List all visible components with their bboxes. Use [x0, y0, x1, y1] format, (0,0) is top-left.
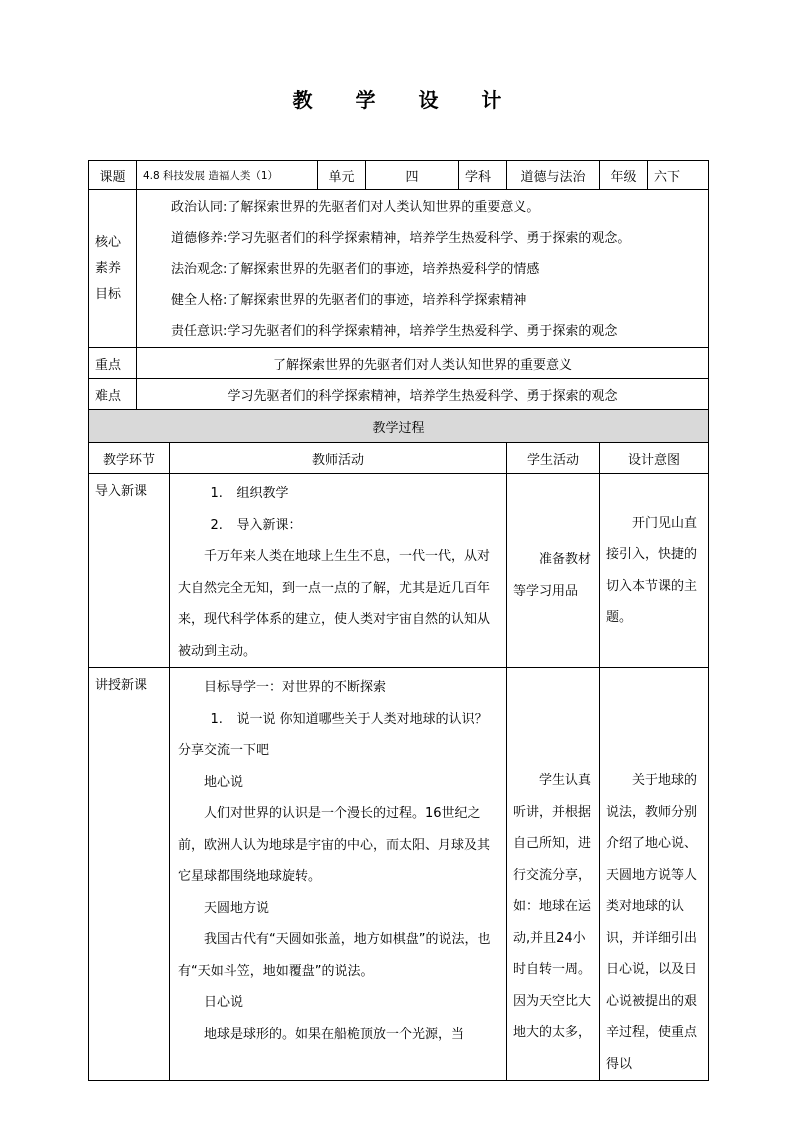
grade-label: 年级 — [600, 161, 648, 190]
new-lesson-row — [89, 668, 709, 1081]
grade-value: 六下 — [648, 161, 709, 190]
col-header-intent: 设计意图 — [600, 443, 709, 474]
intro-step-1 — [178, 478, 498, 510]
intro-teacher-activity — [170, 474, 507, 668]
page-title: 教 学 设 计 — [292, 88, 520, 112]
intro-stage: 导入新课 — [89, 474, 170, 668]
goal-item: 法治观念:了解探索世界的先驱者们的事迹，培养热爱科学的情感 — [171, 262, 540, 277]
topic-label: 课题 — [89, 161, 137, 190]
intro-step-2 — [178, 510, 498, 542]
info-row — [89, 161, 709, 190]
col-header-student: 学生活动 — [507, 443, 600, 474]
key-point-label: 重点 — [89, 348, 137, 379]
intro-student-activity — [507, 474, 600, 668]
difficulty-label: 难点 — [89, 379, 137, 410]
round-sky-heading: 天圆地方说 — [204, 900, 270, 916]
goal-heading: 目标导学一：对世界的不断探索 — [204, 680, 387, 695]
round-sky-text: 我国古代有“天圆如张盖，地方如棋盘”的说法，也有“天如斗笠，地如覆盘”的说法。 — [178, 932, 491, 979]
topic-value: 4.8 科技发展 造福人类（1） — [137, 161, 318, 190]
intro-design-intent — [600, 474, 709, 668]
subject-label: 学科 — [459, 161, 507, 190]
intro-student-text: 准备教材等学习用品 — [513, 552, 592, 599]
intro-paragraph: 千万年来人类在地球上生生不息，一代一代，从对大自然完全无知，到一点一点的了解，尤其是近几百年来，现代科学体系的建立，使人类对宇宙自然的认知从被动到主动。 — [178, 549, 491, 659]
step-text: 导入新课： — [236, 517, 302, 533]
goals-label-line: 素养 — [95, 260, 122, 276]
process-header-row — [89, 443, 709, 474]
geocentric-heading: 地心说 — [204, 774, 244, 790]
unit-value: 四 — [366, 161, 459, 190]
key-point-text: 了解探索世界的先驱者们对人类认知世界的重要意义 — [137, 348, 709, 379]
process-heading-row — [89, 410, 709, 443]
goals-row — [89, 190, 709, 348]
new-student-activity — [507, 668, 600, 1081]
goal-item: 政治认同:了解探索世界的先驱者们对人类认知世界的重要意义。 — [171, 200, 540, 215]
intro-row — [89, 474, 709, 668]
new-stage: 讲授新课 — [89, 668, 170, 1081]
col-header-teacher: 教师活动 — [170, 443, 507, 474]
intro-intent-text: 开门见山直接引入，快捷的切入本节课的主题。 — [606, 515, 698, 625]
goals-label — [89, 190, 137, 348]
heliocentric-heading: 日心说 — [204, 995, 244, 1010]
new-teacher-activity — [170, 668, 507, 1081]
step-text: 说一说 你知道哪些关于人类对地球的认识？分享交流一下吧 — [178, 711, 488, 758]
goal-item: 健全人格:了解探索世界的先驱者们的事迹，培养科学探索精神 — [171, 293, 527, 308]
goals-content — [137, 190, 709, 348]
goals-label-line: 核心 — [95, 234, 122, 250]
step-number: 2. — [210, 517, 223, 533]
step-number: 1. — [210, 486, 223, 501]
process-heading: 教学过程 — [89, 410, 709, 443]
difficulty-text: 学习先驱者们的科学探索精神，培养学生热爱科学、勇于探索的观念 — [137, 379, 709, 410]
new-student-text: 学生认真听讲，并根据自己所知，进行交流分享，如：地球在运动,并且24小时自转一周。因为天空比大地大的太多， — [513, 773, 592, 1040]
key-point-row — [89, 348, 709, 379]
new-step-1 — [178, 704, 498, 767]
new-design-intent — [600, 668, 709, 1081]
geocentric-text: 人们对世界的认识是一个漫长的过程。16世纪之前，欧洲人认为地球是宇宙的中心，而太阳、月球及其它星球都围绕地球旋转。 — [178, 806, 491, 884]
goal-item: 责任意识:学习先驱者们的科学探索精神，培养学生热爱科学、勇于探索的观念 — [171, 324, 618, 339]
new-intent-text: 关于地球的说法，教师分别介绍了地心说、天圆地方说等人类对地球的认识，并详细引出日心说，以及日心说被提出的艰辛过程，使重点得以 — [606, 773, 698, 1072]
difficulty-row — [89, 379, 709, 410]
goal-item: 道德修养:学习先驱者们的科学探索精神，培养学生热爱科学、勇于探索的观念。 — [171, 231, 631, 246]
step-number: 1. — [210, 711, 223, 727]
lesson-plan-table — [88, 160, 709, 1081]
goals-label-line: 目标 — [95, 286, 122, 302]
heliocentric-text: 地球是球形的。如果在船桅顶放一个光源，当 — [204, 1026, 465, 1042]
unit-label: 单元 — [318, 161, 366, 190]
step-text: 组织教学 — [236, 486, 289, 501]
col-header-stage: 教学环节 — [89, 443, 170, 474]
subject-value: 道德与法治 — [507, 161, 600, 190]
